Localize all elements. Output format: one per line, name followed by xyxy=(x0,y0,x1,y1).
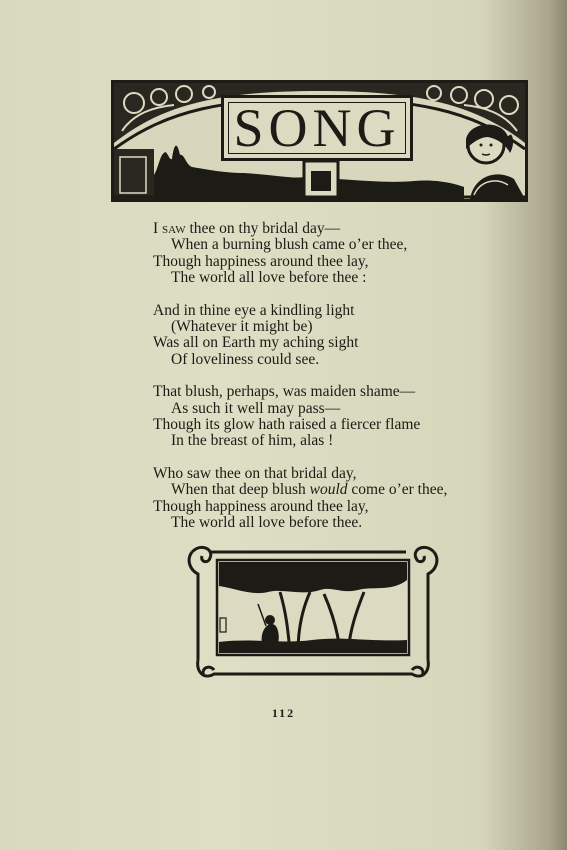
poem-line xyxy=(153,482,513,498)
tailpiece-illustration xyxy=(182,540,444,685)
page-number: 112 xyxy=(271,706,296,720)
poem-line: And in thine eye a kindling light xyxy=(153,301,355,319)
poem-line: As such it well may pass— xyxy=(171,399,341,417)
poem-line-text: When that deep blush xyxy=(171,481,310,499)
poem-line: That blush, perhaps, was maiden shame— xyxy=(153,383,416,401)
poem-line: Though happiness around thee lay, xyxy=(153,252,369,270)
title-panel xyxy=(221,95,413,161)
poem-line: Of loveliness could see. xyxy=(171,350,320,368)
opening-words: I saw xyxy=(153,220,186,237)
poem-line: In the breast of him, alas ! xyxy=(171,432,334,450)
poem xyxy=(153,221,513,548)
stanza xyxy=(153,466,513,532)
poem-line: When a burning blush came o’er thee, xyxy=(171,236,408,254)
poem-line-text: come o’er thee, xyxy=(347,481,448,499)
page-title: SONG xyxy=(233,98,401,158)
emphasized-word: would xyxy=(309,481,348,499)
poem-line-text: thee on thy bridal day— xyxy=(185,220,341,237)
poem-line xyxy=(153,221,513,237)
stanza xyxy=(153,384,513,450)
poem-line: The world all love before thee. xyxy=(171,514,363,532)
poem-line: The world all love before thee : xyxy=(171,269,367,287)
poem-line: Who saw thee on that bridal day, xyxy=(153,464,357,482)
poem-line: (Whatever it might be) xyxy=(171,318,313,336)
poem-line: Though its glow hath raised a fiercer flame xyxy=(153,416,421,434)
poem-line: Was all on Earth my aching sight xyxy=(153,334,359,352)
stanza xyxy=(153,303,513,369)
poem-line: Though happiness around thee lay, xyxy=(153,497,369,515)
header-banner xyxy=(111,80,528,202)
stanza xyxy=(153,221,513,287)
